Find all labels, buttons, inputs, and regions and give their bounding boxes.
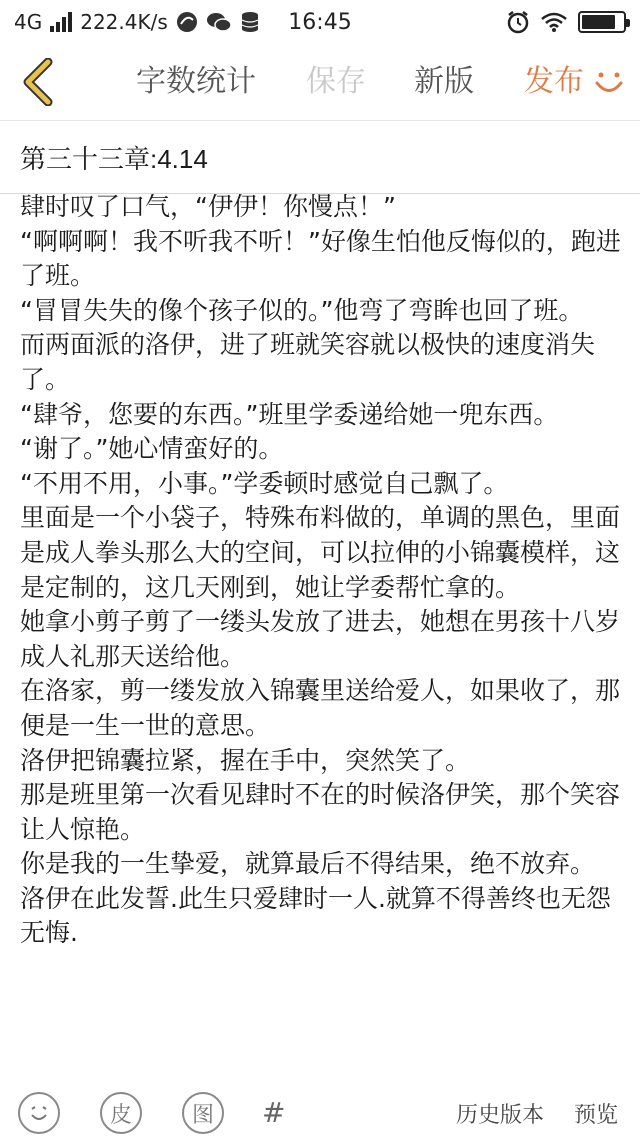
paragraph: “谢了。”她心情蛮好的。 — [20, 434, 284, 464]
image-label: 图 — [191, 1102, 214, 1128]
hashtag-button[interactable]: # — [262, 1096, 286, 1129]
save-button[interactable]: 保存 — [306, 64, 366, 99]
app-notification-icon — [176, 11, 198, 33]
image-button[interactable] — [182, 1092, 224, 1134]
database-icon — [240, 11, 260, 33]
alarm-icon — [506, 10, 530, 34]
emoji-icon — [26, 1100, 52, 1126]
word-count-button[interactable]: 字数统计 — [136, 64, 256, 99]
paragraph: 洛伊把锦囊拉紧，握在手中，突然笑了。 — [20, 745, 471, 775]
paragraph: “不用不用，小事。”学委顿时感觉自己飘了。 — [20, 468, 509, 498]
network-speed: 222.4K/s — [80, 10, 168, 34]
wechat-icon — [206, 11, 232, 33]
status-bar — [0, 0, 640, 44]
new-version-button[interactable]: 新版 — [414, 64, 474, 99]
paragraph: 那是班里第一次看见肆时不在的时候洛伊笑，那个笑容让人惊艳。 — [20, 780, 621, 844]
paragraph: 而两面派的洛伊，进了班就笑容就以极快的速度消失了。 — [20, 330, 596, 394]
smile-icon[interactable] — [594, 70, 624, 96]
battery-level — [582, 15, 615, 29]
paragraph: “肆爷，您要的东西。”班里学委递给她一兜东西。 — [20, 399, 559, 429]
paragraph: “啊啊啊！我不听我不听！”好像生怕他反悔似的，跑进了班。 — [20, 226, 621, 291]
back-arrow-icon[interactable] — [18, 58, 58, 106]
history-version-button[interactable]: 历史版本 — [456, 1103, 545, 1128]
preview-button[interactable]: 预览 — [574, 1103, 619, 1128]
clock: 16:45 — [288, 9, 352, 35]
wifi-icon — [540, 11, 568, 33]
content-text — [20, 194, 624, 951]
paragraph: “冒冒失失的像个孩子似的。”他弯了弯眸也回了班。 — [20, 295, 584, 325]
paragraph: 里面是一个小袋子，特殊布料做的，单调的黑色，里面是成人拳头那么大的空间，可以拉伸的小锦囊模样，这是定制的，这几天刚到，她让学委帮忙拿的。 — [20, 503, 621, 602]
publish-button[interactable]: 发布 — [524, 64, 584, 99]
skin-label: 皮 — [109, 1102, 132, 1128]
emoji-button[interactable] — [18, 1092, 60, 1134]
paragraph: 你是我的一生挚爱，就算最后不得结果，绝不放弃。 — [20, 849, 596, 879]
paragraph: 在洛家，剪一缕发放入锦囊里送给爱人，如果收了，那便是一生一世的意思。 — [20, 676, 621, 740]
skin-button[interactable] — [100, 1092, 142, 1134]
battery-icon — [578, 11, 626, 33]
paragraph: 她拿小剪子剪了一缕头发放了进去，她想在男孩十八岁成人礼那天送给他。 — [20, 607, 621, 671]
paragraph: 肆时叹了口气，“伊伊！你慢点！” — [20, 194, 396, 221]
signal-icon — [50, 12, 72, 32]
bottom-toolbar — [0, 1086, 640, 1138]
paragraph: 洛伊在此发誓.此生只爱肆时一人.就算不得善终也无怨无悔. — [20, 883, 611, 948]
editor-toolbar — [0, 44, 640, 120]
chapter-title: 第三十三章:4.14 — [20, 144, 208, 174]
chapter-title-field[interactable] — [0, 120, 640, 194]
content-editor[interactable] — [0, 194, 640, 1086]
network-type: 4G — [14, 10, 43, 34]
